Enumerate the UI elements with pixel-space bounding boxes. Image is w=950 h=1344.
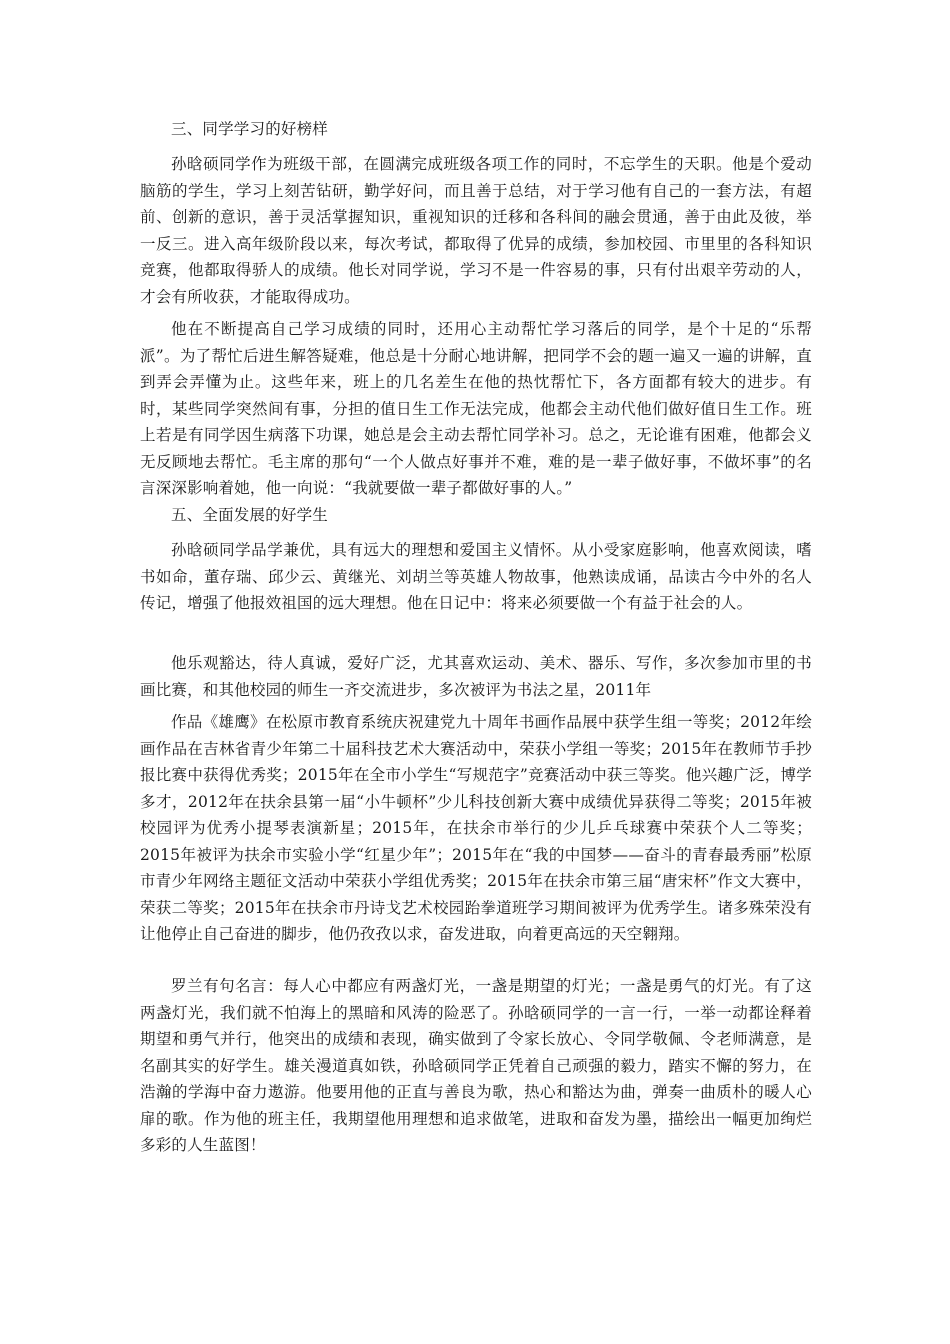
section-heading-all-round: 五、全面发展的好学生 bbox=[171, 506, 329, 524]
section-heading-role-model: 三、同学学习的好榜样 bbox=[171, 120, 329, 138]
paragraph-awards: 作品《雄鹰》在松原市教育系统庆祝建党九十周年书画作品展中获学生组一等奖；2012年绘画作品在吉林省青少年第二十届科技艺术大赛活动中，荣获小学组一等奖；2015年在教师节手抄报比赛中获得优秀奖；2015年在全市小学生“写规范字”竞赛活动中获三等奖。他兴趣广泛，博学多才，2012年在扶余县第一届“小牛顿杯”少儿科技创新大赛中成绩优异获得二等奖；2015年被校园评为优秀小提琴表演新星；2015年，在扶余市举行的少儿乒乓球赛中荣获个人二等奖；2015年被评为扶余市实验小学“红星少年”；2015年在“我的中国梦——奋斗的青春最秀丽”松原市青少年网络主题征文活动中荣获小学组优秀奖；2015年在扶余市第三届“唐宋杯”作文大赛中，荣获二等奖；2015年在扶余市丹诗戈艺术校园跆拳道班学习期间被评为优秀学生。诸多殊荣没有让他停止自己奋进的脚步，他仍孜孜以求，奋发进取，向着更高远的天空翱翔。 bbox=[140, 713, 812, 943]
paragraph-helping-classmates: 他在不断提高自己学习成绩的同时，还用心主动帮忙学习落后的同学，是个十足的“乐帮派”。为了帮忙后进生解答疑难，他总是十分耐心地讲解，把同学不会的题一遍又一遍的讲解，直到弄会弄懂为止。这些年来，班上的几名差生在他的热忱帮忙下，各方面都有较大的进步。有时，某些同学突然间有事，分担的值日生工作无法完成，他都会主动代他们做好值日生工作。班上若是有同学因生病落下功课，她总是会主动去帮忙同学补习。总之，无论谁有困难，他都会义无反顾地去帮忙。毛主席的那句“一个人做点好事并不难，难的是一辈子做好事，不做坏事”的名言深深影响着她，他一向说：“我就要做一辈子都做好事的人。” bbox=[140, 320, 812, 497]
paragraph-hobbies: 他乐观豁达，待人真诚，爱好广泛，尤其喜欢运动、美术、器乐、写作，多次参加市里的书画比赛，和其他校园的师生一齐交流进步，多次被评为书法之星，2011年 bbox=[140, 654, 812, 699]
paragraph-conclusion: 罗兰有句名言：每人心中都应有两盏灯光，一盏是期望的灯光；一盏是勇气的灯光。有了这两盏灯光，我们就不怕海上的黑暗和风涛的险恶了。孙晗硕同学的一言一行，一举一动都诠释着期望和勇气并行，他突出的成绩和表现，确实做到了令家长放心、令同学敬佩、令老师满意，是名副其实的好学生。雄关漫道真如铁，孙晗硕同学正凭着自己顽强的毅力，踏实不懈的努力，在浩瀚的学海中奋力遨游。他要用他的正直与善良为歌，热心和豁达为曲，弹奏一曲质朴的暖人心扉的歌。作为他的班主任，我期望他用理想和追求做笔，进取和奋发为墨，描绘出一幅更加绚烂多彩的人生蓝图！ bbox=[140, 977, 812, 1154]
paragraph-study-habits: 孙晗硕同学作为班级干部，在圆满完成班级各项工作的同时，不忘学生的天职。他是个爱动脑筋的学生，学习上刻苦钻研，勤学好问，而且善于总结，对于学习他有自己的一套方法，有超前、创新的意识，善于灵活掌握知识，重视知识的迁移和各科间的融会贯通，善于由此及彼，举一反三。进入高年级阶段以来，每次考试，都取得了优异的成绩，参加校园、市里里的各科知识竞赛，他都取得骄人的成绩。他长对同学说，学习不是一件容易的事，只有付出艰辛劳动的人，才会有所收获，才能取得成功。 bbox=[140, 155, 812, 306]
paragraph-character: 孙晗硕同学品学兼优，具有远大的理想和爱国主义情怀。从小受家庭影响，他喜欢阅读，嗜书如命，董存瑞、邱少云、黄继光、刘胡兰等英雄人物故事，他熟读成诵，品读古今中外的名人传记，增强了他报效祖国的远大理想。他在日记中：将来必须要做一个有益于社会的人。 bbox=[140, 541, 812, 612]
